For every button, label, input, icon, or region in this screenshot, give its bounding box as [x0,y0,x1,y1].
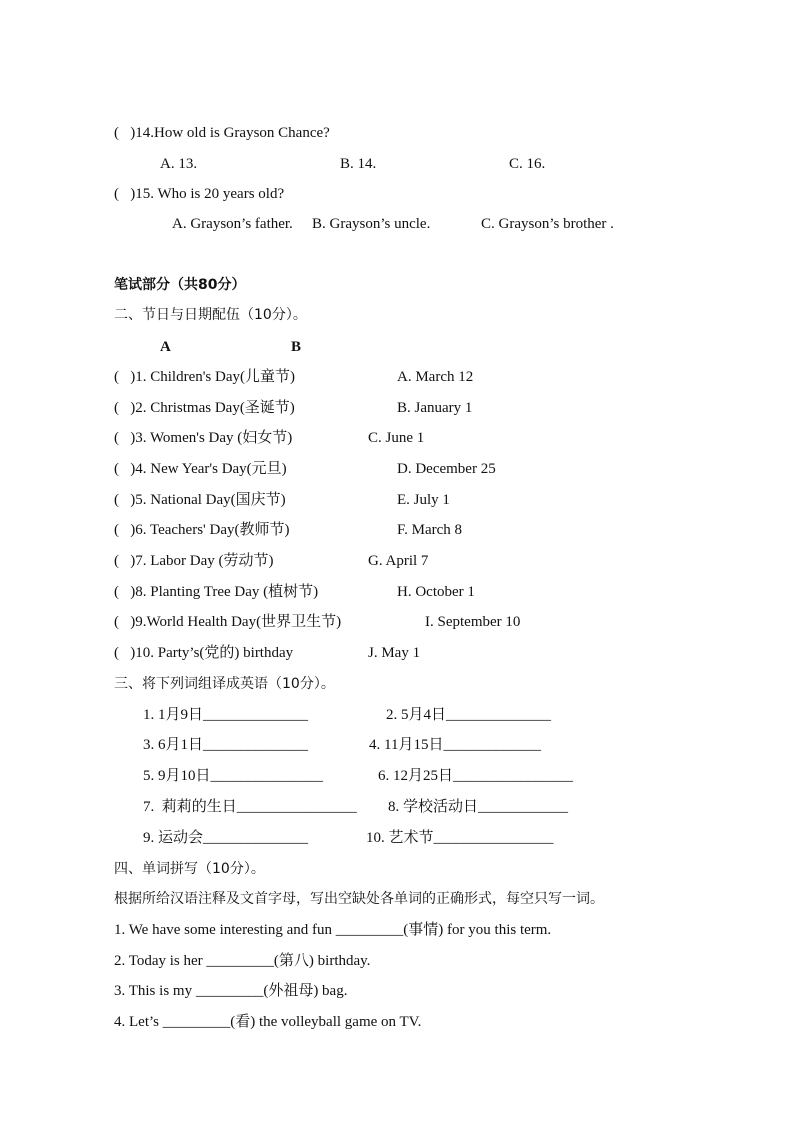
q14-option-a: A. 13. [160,156,198,172]
match-right-4: D. December 25 [397,461,496,477]
section-3-title: 三、将下列词组译成英语（10分）。 [114,676,335,692]
match-left-6: ( )6. Teachers' Day(教师节) [114,522,290,538]
match-left-2: ( )2. Christmas Day(圣诞节) [114,400,295,416]
q15-option-a: A. Grayson’s father. [172,216,293,232]
q15-stem: ( )15. Who is 20 years old? [114,186,285,202]
translate-item-1: 1. 1月9日______________ [143,707,309,723]
spelling-item-2: 2. Today is her _________(第八) birthday. [114,953,371,969]
match-left-1: ( )1. Children's Day(儿童节) [114,369,296,385]
translate-item-7: 7. 莉莉的生日________________ [143,799,357,815]
match-right-3: C. June 1 [368,430,425,446]
q14-option-b: B. 14. [340,156,377,172]
match-right-9: I. September 10 [425,614,521,630]
q15-option-b: B. Grayson’s uncle. [312,216,431,232]
match-left-8: ( )8. Planting Tree Day (植树节) [114,584,319,600]
column-b-header: B [291,339,302,355]
section-4-title: 四、单词拼写（10分）。 [114,861,265,877]
match-right-10: J. May 1 [368,645,421,661]
match-left-4: ( )4. New Year's Day(元旦) [114,461,287,477]
match-right-2: B. January 1 [397,400,473,416]
q14-option-c: C. 16. [509,156,546,172]
match-right-6: F. March 8 [397,522,463,538]
match-left-9: ( )9.World Health Day(世界卫生节) [114,614,342,630]
translate-item-3: 3. 6月1日______________ [143,737,309,753]
match-left-7: ( )7. Labor Day (劳动节) [114,553,274,569]
q15-option-c: C. Grayson’s brother . [481,216,614,232]
column-a-header: A [160,339,171,355]
section-4-instruction: 根据所给汉语注释及文首字母，写出空缺处各单词的正确形式，每空只写一词。 [114,891,604,907]
match-left-3: ( )3. Women's Day (妇女节) [114,430,293,446]
match-right-8: H. October 1 [397,584,475,600]
match-left-10: ( )10. Party’s(党的) birthday [114,645,294,661]
match-right-7: G. April 7 [368,553,429,569]
match-left-5: ( )5. National Day(国庆节) [114,492,286,508]
translate-item-5: 5. 9月10日_______________ [143,768,324,784]
spelling-item-1: 1. We have some interesting and fun _________(事情) for you this term. [114,922,552,938]
translate-item-8: 8. 学校活动日____________ [388,799,569,815]
spelling-item-3: 3. This is my _________(外祖母) bag. [114,983,348,999]
translate-item-9: 9. 运动会______________ [143,830,309,846]
section-2-title: 二、节日与日期配伍（10分）。 [114,307,307,323]
translate-item-4: 4. 11月15日_____________ [369,737,541,753]
q14-stem: ( )14.How old is Grayson Chance? [114,125,330,141]
written-section-title: 笔试部分（共80分） [114,277,246,293]
translate-item-10: 10. 艺术节________________ [366,830,554,846]
match-right-5: E. July 1 [397,492,450,508]
spelling-item-4: 4. Let’s _________(看) the volleyball game on TV. [114,1014,422,1030]
match-right-1: A. March 12 [397,369,474,385]
translate-item-6: 6. 12月25日________________ [378,768,574,784]
translate-item-2: 2. 5月4日______________ [386,707,552,723]
